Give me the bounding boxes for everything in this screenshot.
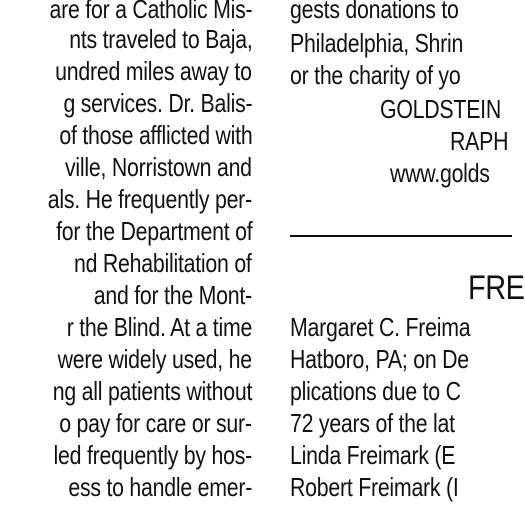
left-line-15: led frequently by hos- — [53, 440, 252, 470]
right-body-line-5: Linda Freimark (E — [290, 440, 456, 470]
left-line-13: ng all patients without — [52, 376, 252, 406]
left-line-14: o pay for care or sur- — [59, 408, 252, 438]
left-line-1: are for a Catholic Mis- — [49, 0, 252, 24]
right-body-line-6: Robert Freimark (I — [290, 472, 459, 502]
obituary-left-column — [0, 0, 256, 512]
left-line-5: of those afflicted with — [58, 120, 252, 150]
left-line-3: undred miles away to — [55, 56, 252, 86]
funeral-home-name: GOLDSTEIN — [380, 94, 502, 124]
left-line-12: were widely used, he — [57, 344, 252, 374]
right-body-line-2: Hatboro, PA; on De — [290, 344, 469, 374]
left-line-11: r the Blind. At a time — [66, 312, 252, 342]
right-top-line-1: gests donations to — [290, 0, 459, 24]
left-line-7: als. He frequently per- — [47, 184, 252, 214]
left-line-2: nts traveled to Baja, — [68, 24, 252, 54]
left-line-8: for the Department of — [55, 216, 252, 246]
left-line-6: ville, Norristown and — [65, 152, 252, 182]
obituary-right-column — [286, 0, 512, 512]
funeral-home-name-cont: RAPH — [450, 126, 509, 156]
section-divider — [290, 235, 512, 237]
obituary-heading: FRE — [468, 269, 525, 307]
left-line-4: g services. Dr. Balis- — [63, 88, 252, 118]
right-body-line-1: Margaret C. Freima — [290, 312, 471, 342]
funeral-home-website: www.golds — [390, 158, 490, 188]
left-line-16: ess to handle emer- — [68, 472, 252, 502]
right-top-line-3: or the charity of yo — [290, 60, 461, 90]
right-body-line-3: plications due to C — [290, 376, 461, 406]
right-top-line-2: Philadelphia, Shrin — [290, 28, 464, 58]
right-body-line-4: 72 years of the lat — [290, 408, 455, 438]
left-line-10: and for the Mont- — [93, 280, 252, 310]
left-line-9: nd Rehabilitation of — [74, 248, 252, 278]
